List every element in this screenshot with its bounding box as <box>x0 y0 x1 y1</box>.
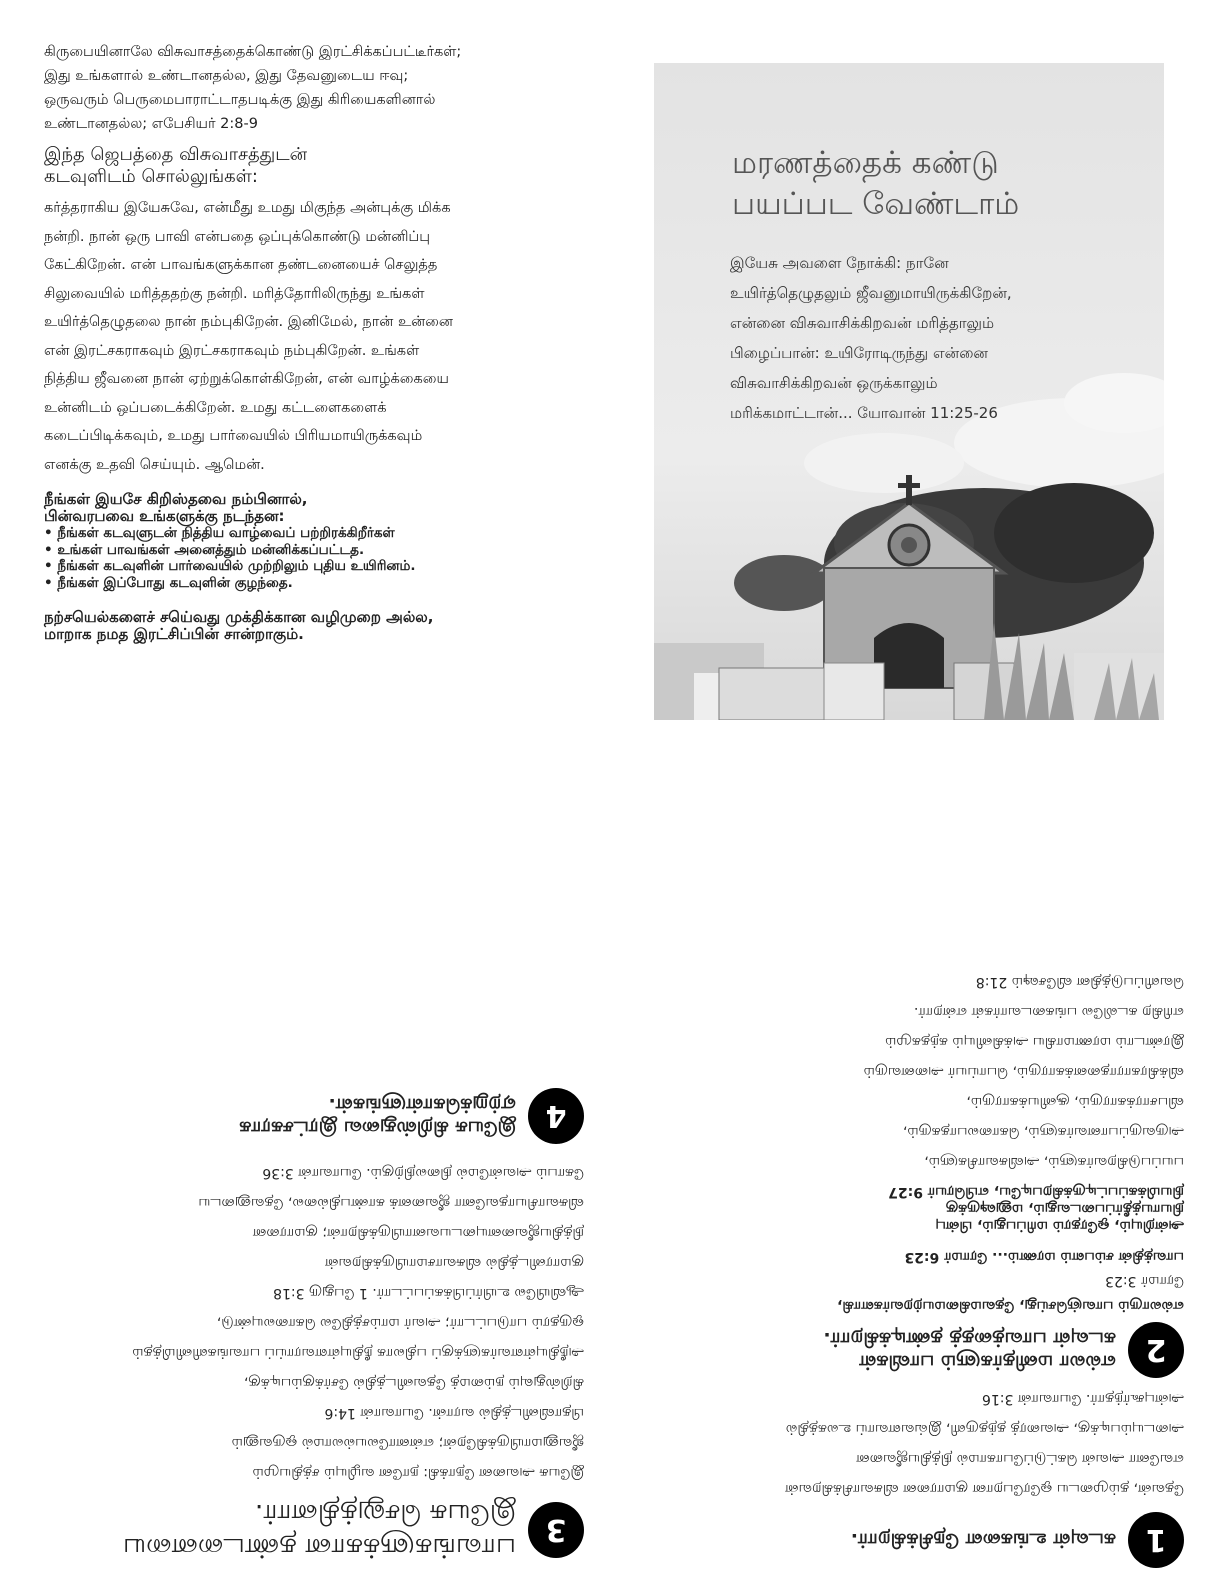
verse-line: இயேசு அவளை நோக்கி: நானே <box>730 254 949 272</box>
text-line: நியாயத்தீர்ப்படைவதும், மனுஷருக்கு <box>945 1201 1184 1217</box>
text-line: அநீதியுள்ளவர்களுக்குப் பதிலாக நீதியுள்ளவராய்ப் பாவங்களினிமித்தம் <box>132 1345 584 1361</box>
prayer-text <box>44 194 604 479</box>
step-title <box>239 1093 516 1139</box>
step-3-text <box>44 1158 584 1488</box>
text-line: இயேசு அவனை நோக்கி: நானே வழியும் சத்தியமும் <box>252 1465 584 1481</box>
title-line: ஏற்றுக்கொள்ளுங்கள். <box>328 1094 516 1116</box>
step-1 <box>644 1512 1184 1568</box>
closing-line: நற்சயெல்களைச் சயெ்வது முக்திக்கான வழிமுறை அல்ல, <box>44 608 434 626</box>
closing-line: மாறாக நமத இரட்சிப்பின் சான்றாகும். <box>44 625 304 643</box>
text-line: ரோமர் 3:23 <box>1105 1273 1184 1289</box>
text-line: விசுவாசியாதவனோ ஜீவனைக் காண்பதில்லை, தேவனுடைய <box>198 1195 584 1211</box>
step-4 <box>44 1088 584 1144</box>
step-2-text-c <box>644 967 1184 1177</box>
john-verse <box>730 248 1150 428</box>
heading-line: இந்த ஜெபத்தை விசுவாசத்துடன் <box>44 144 308 165</box>
text-line: அன்புகூர்ந்தார். யோவான் 3:16 <box>982 1391 1184 1407</box>
list-item: • நீங்கள் இப்போது கடவுளின் குழந்தை. <box>44 575 604 592</box>
text-line: அன்றியும், ஒரேதரம் மரிப்பதும், பின்பு <box>935 1218 1184 1234</box>
title-line: கடவுள் பாவத்தைத் தண்டிக்கிறார். <box>823 1328 1116 1350</box>
heading-line: பின்வரபவை உங்களுக்கு நடந்தன: <box>44 507 285 525</box>
step-title <box>823 1327 1116 1373</box>
text-line: இரண்டாம் மரணமாகிய அக்கினியும் கந்தகமும் <box>885 1034 1184 1050</box>
text-line: பிதாவினிடத்தில் வரான். யோவான் 14:6 <box>324 1405 584 1421</box>
heading-line: நீங்கள் இயசே கிறிஸ்தவை நம்பினால், <box>44 490 308 508</box>
step-3 <box>44 1496 584 1564</box>
text-line: எவனோ அவன் கெட்டுப்போகாமல் நித்தியஜீவனை <box>856 1451 1184 1467</box>
title-line: மரணத்தைக் கண்டு <box>732 145 999 181</box>
text-line: கோபம் அவன்மேல் நிலைநிற்கும். யோவான் 3:36 <box>262 1165 584 1181</box>
prayer-line: கடைப்பிடிக்கவும், உமது பார்வையில் பிரியமாயிருக்கவும் <box>44 428 423 444</box>
list-item: • நீங்கள் கடவுளின் பார்வையில் முற்றிலும் புதிய உயிரினம். <box>44 558 604 575</box>
prayer-line: உயிர்த்தெழுதலை நான் நம்புகிறேன். இனிமேல், நான் உன்னை <box>44 314 453 330</box>
text-line: நியமிக்கப்பட்டிருக்கிறபடியே, எபிரெயர் 9:27 <box>888 1184 1184 1200</box>
verse-line: என்னை விசுவாசிக்கிறவன் மரித்தாலும் <box>730 314 995 332</box>
cover-panel <box>654 63 1164 720</box>
text-line: விபசாரக்காரரும், சூனியக்காரரும், <box>966 1094 1184 1110</box>
verse-line: பிழைப்பான்: உயிரோடிருந்து என்னை <box>730 344 988 362</box>
prayer-line: என் இரட்சகராகவும் இரட்சகராகவும் நம்புகிறேன். உங்கள் <box>44 342 420 359</box>
title-line: எல்லா மனிதர்களும் பாவிகள் <box>859 1351 1116 1373</box>
benefits-list <box>44 525 604 591</box>
text-line: பயப்படுகிறவர்களும், அவிசுவாசிகளும், <box>924 1154 1184 1170</box>
steps-1-2-panel <box>644 961 1184 1568</box>
step-title <box>851 1529 1116 1552</box>
text-line: தேவன், தம்முடைய ஒரேபேறான குமாரனை விசுவாசிக்கிறவன் <box>785 1481 1184 1497</box>
prayer-line: கேட்கிறேன். என் பாவங்களுக்கான தண்டனையைச் செலுத்த <box>44 257 438 273</box>
text-line: குமாரனிடத்தில் விசுவாசமாயிருக்கிறவன் <box>324 1255 584 1271</box>
step-number-badge: 3 <box>528 1502 584 1558</box>
title-line: பாவங்களுக்கான தண்டனையை <box>122 1532 516 1563</box>
text-line: எல்லாரும் பாவஞ்செய்து, தேவமகிமையற்றவர்களாகி, <box>837 1298 1184 1314</box>
verse-line: உயிர்த்தெழுதலும் ஜீவனுமாயிருக்கிறேன், <box>730 284 1012 302</box>
step-number-badge: 1 <box>1128 1512 1184 1568</box>
text-line: ஆவியிலே உயிர்ப்பிக்கப்பட்டார். 1 பேதுரு 3:18 <box>273 1285 584 1301</box>
steps-3-4-panel <box>44 1080 584 1564</box>
text-line: அடையும்படிக்கு, அவரைத் தந்தருளி, இவ்வளவாய் உலகத்தில் <box>785 1421 1184 1437</box>
prayer-line: எனக்கு உதவி செய்யும். ஆமென். <box>44 456 265 473</box>
list-item: • உங்கள் பாவங்கள் அனைத்தும் மன்னிக்கப்பட்டத. <box>44 542 604 559</box>
title-line: கடவுள் உங்களை நேசிக்கிறார். <box>850 1529 1116 1552</box>
verse-line: ஒருவரும் பெருமைபாராட்டாதபடிக்கு இது கிரியைகளினால் <box>44 92 436 108</box>
cover-title <box>732 143 1152 225</box>
verse-line: கிருபையினாலே விசுவாசத்தைக்கொண்டு இரட்சிக்கப்பட்டீர்கள்; <box>44 44 462 60</box>
prayer-line: நித்திய ஜீவனை நான் ஏற்றுக்கொள்கிறேன், என் வாழ்க்கையை <box>44 371 449 387</box>
step-number-badge: 2 <box>1128 1322 1184 1378</box>
prayer-heading <box>44 144 604 188</box>
text-line: விக்கிரகாராதனைக்காரரும், பொய்யர் அனைவரும் <box>863 1064 1184 1080</box>
step-2 <box>644 1322 1184 1378</box>
verse-line: விசுவாசிக்கிறவன் ஒருக்காலும் <box>730 374 938 392</box>
prayer-line: உன்னிடம் ஒப்படைக்கிறேன். உமது கட்டளைகளைக் <box>44 399 387 416</box>
title-line: இயேசு செலுத்தினார். <box>254 1498 516 1529</box>
step-2-text-b <box>644 1183 1184 1234</box>
verse-line: மரிக்கமாட்டான்... யோவான் 11:25-26 <box>730 404 998 422</box>
prayer-line: கர்த்தராகிய இயேசுவே, என்மீது உமது மிகுந்த அன்புக்கு மிக்க <box>44 200 451 216</box>
text-line: எரிகிற கடலிலே பங்கடைவார்கள் என்றார். <box>913 1004 1184 1020</box>
step-title <box>123 1496 516 1564</box>
text-line: கிறிஸ்துவும் நம்மைத் தேவனிடத்தில் சேர்க்கும்படிக்கு, <box>243 1375 584 1391</box>
salvation-panel <box>44 40 604 643</box>
prayer-line: சிலுவையில் மரித்ததற்கு நன்றி. மரித்தோரிலிருந்து உங்கள் <box>44 285 425 302</box>
text-line: அருவருப்பானவர்களும், கொலைபாதகரும், <box>902 1124 1184 1140</box>
text-line: ஒருதரம் பாடுபட்டார்; அவர் மாம்சத்திலே கொலையுண்டு, <box>216 1315 584 1331</box>
text-line: பாவத்தின் சம்பளம் மரணம்... ரோமர் 6:23 <box>904 1249 1184 1265</box>
verse-line: உண்டானதல்ல; எபேசியர் 2:8-9 <box>44 116 258 132</box>
text-line: நித்தியஜீவனையுடையவனாயிருக்கிறான்; குமாரனை <box>252 1225 584 1241</box>
title-line: இயேசு கிறிஸ்துவை இரட்சகராக <box>239 1117 516 1139</box>
text-line: ஜீவனுமாயிருக்கிறேன்; என்னாலேயல்லாமல் ஒருவனும் <box>231 1435 584 1451</box>
text-line: வெளிப்படுத்தின விசேஷம் 21:8 <box>975 974 1184 990</box>
list-item: • நீங்கள் கடவுளுடன் நித்திய வாழ்வைப் பற்றிரக்கிறீர்கள் <box>44 525 604 542</box>
step-number-badge: 4 <box>528 1088 584 1144</box>
title-line: பயப்பட வேண்டாம் <box>732 186 1020 222</box>
believe-heading <box>44 491 604 525</box>
step-1-text <box>644 1384 1184 1504</box>
prayer-line: நன்றி. நான் ஒரு பாவி என்பதை ஒப்புக்கொண்டு மன்னிப்பு <box>44 228 431 245</box>
heading-line: கடவுளிடம் சொல்லுங்கள்: <box>44 166 258 187</box>
verse-line: இது உங்களால் உண்டானதல்ல, இது தேவனுடைய ஈவு; <box>44 68 409 84</box>
inner-pages-upside-down <box>0 800 1224 1584</box>
ephesians-verse <box>44 40 604 136</box>
closing-note <box>44 609 604 643</box>
